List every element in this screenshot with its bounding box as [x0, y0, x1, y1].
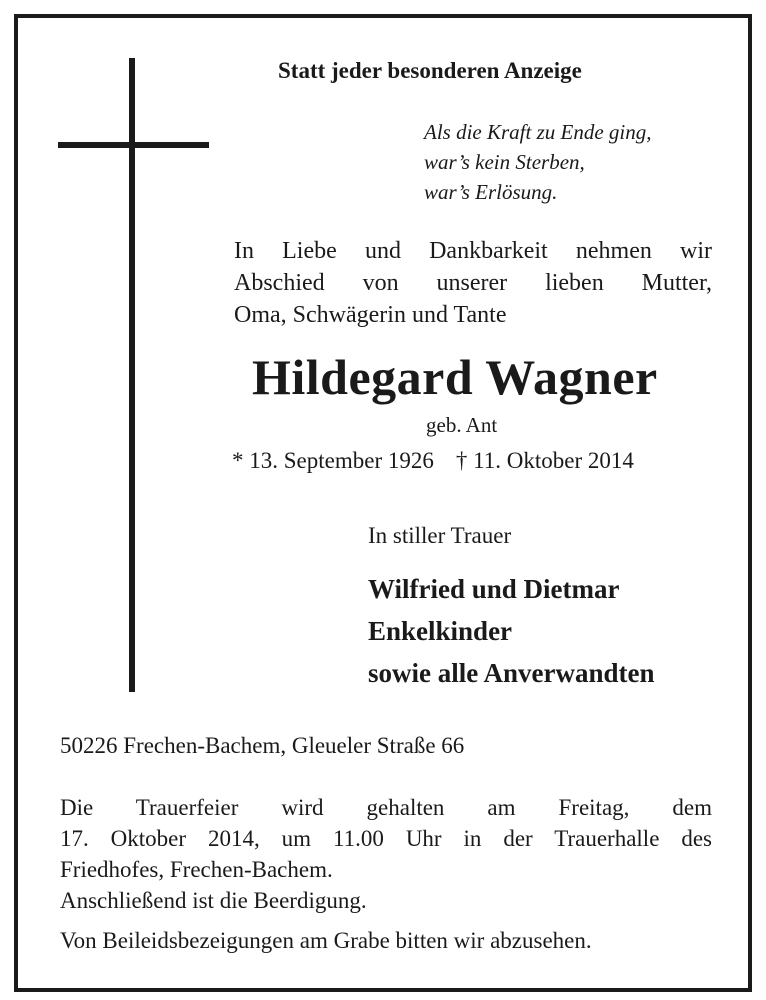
- closing-note: Von Beileidsbezeigungen am Grabe bitten wir abzusehen.: [60, 928, 592, 953]
- intro-line: Oma, Schwägerin und Tante: [234, 302, 507, 328]
- mourner-line: Wilfried und Dietmar: [368, 574, 620, 604]
- mourner-line: sowie alle Anverwandten: [368, 658, 655, 688]
- deceased-name: Hildegard Wagner: [252, 349, 658, 405]
- intro-line: Abschied von unserer lieben Mutter,: [234, 270, 712, 296]
- intro-line: In Liebe und Dankbarkeit nehmen wir: [234, 238, 712, 264]
- cross-icon-bar: [58, 142, 209, 148]
- birth-date: * 13. September 1926: [232, 448, 434, 473]
- quote-line: war’s Erlösung.: [424, 180, 558, 204]
- birth-name: geb. Ant: [426, 413, 498, 437]
- mourner-line: Enkelkinder: [368, 616, 513, 646]
- service-line: Anschließend ist die Beerdigung.: [60, 888, 367, 913]
- service-line: 17. Oktober 2014, um 11.00 Uhr in der Trauerhalle des: [60, 826, 712, 851]
- quote-line: Als die Kraft zu Ende ging,: [424, 120, 652, 144]
- quote-line: war’s kein Sterben,: [424, 150, 585, 174]
- cross-icon: [129, 58, 135, 692]
- life-dates: [232, 448, 634, 474]
- service-line: Friedhofes, Frechen-Bachem.: [60, 857, 333, 882]
- death-date: † 11. Oktober 2014: [455, 448, 634, 473]
- mourning-label: In stiller Trauer: [368, 523, 512, 548]
- service-line: Die Trauerfeier wird gehalten am Freitag, dem: [60, 795, 712, 820]
- family-address: 50226 Frechen-Bachem, Gleueler Straße 66: [60, 733, 465, 758]
- notice-heading: Statt jeder besonderen Anzeige: [278, 58, 582, 83]
